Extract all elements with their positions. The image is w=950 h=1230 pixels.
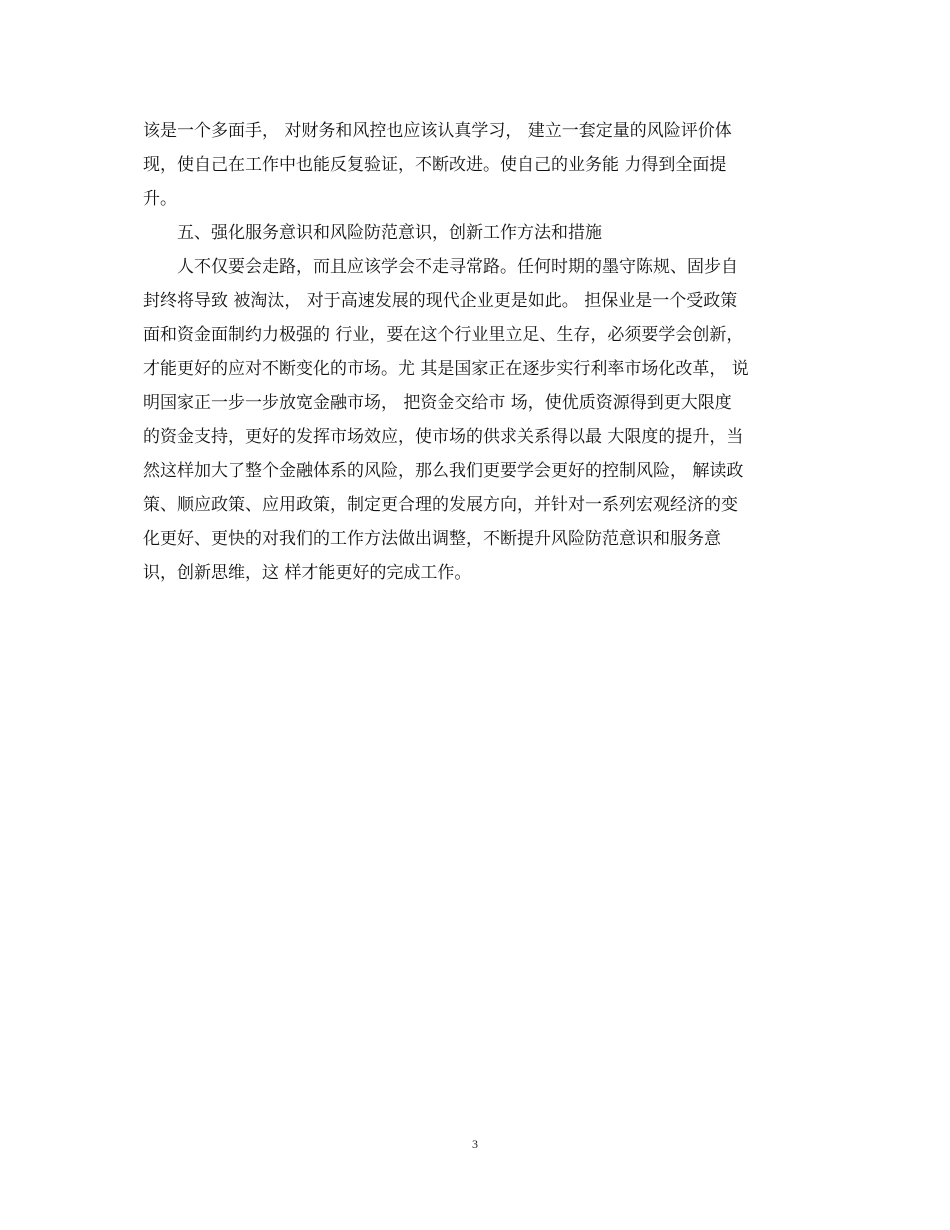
text-line: 该是一个多面手， 对财务和风控也应该认真学习， 建立一套定量的风险评价体 xyxy=(143,121,732,141)
section-heading: 五、强化服务意识和风险防范意识，创新工作方法和措施 xyxy=(177,223,602,243)
text-line: 策、顺应政策、应用政策，制定更合理的发展方向，并针对一系列宏观经济的变 xyxy=(143,495,738,515)
text-line: 封终将导致 被淘汰， 对于高速发展的现代企业更是如此。 担保业是一个受政策 xyxy=(143,291,738,311)
text-line: 面和资金面制约力极强的 行业，要在这个行业里立足、生存，必须要学会创新， xyxy=(143,325,744,345)
text-line: 现，使自己在工作中也能反复验证，不断改进。使自己的业务能 力得到全面提 xyxy=(143,155,727,175)
text-line: 化更好、更快的对我们的工作方法做出调整，不断提升风险防范意识和服务意 xyxy=(143,529,721,549)
text-line: 升。 xyxy=(143,189,177,209)
text-line: 明国家正一步一步放宽金融市场， 把资金交给市 场，使优质资源得到更大限度 xyxy=(143,393,732,413)
paragraph-body xyxy=(143,250,807,590)
text-line: 的资金支持，更好的发挥市场效应，使市场的供求关系得以最 大限度的提升，当 xyxy=(143,427,744,447)
text-line: 人不仅要会走路，而且应该学会不走寻常路。任何时期的墨守陈规、固步自 xyxy=(177,257,738,277)
page-body xyxy=(143,114,807,590)
text-line: 才能更好的应对不断变化的市场。尤 其是国家正在逐步实行利率市场化改革， 说 xyxy=(143,359,749,379)
paragraph-continued xyxy=(143,114,807,216)
text-line: 识，创新思维，这 样才能更好的完成工作。 xyxy=(143,563,472,583)
page-number: 3 xyxy=(472,1137,478,1151)
text-line: 然这样加大了整个金融体系的风险，那么我们更要学会更好的控制风险， 解读政 xyxy=(143,461,744,481)
